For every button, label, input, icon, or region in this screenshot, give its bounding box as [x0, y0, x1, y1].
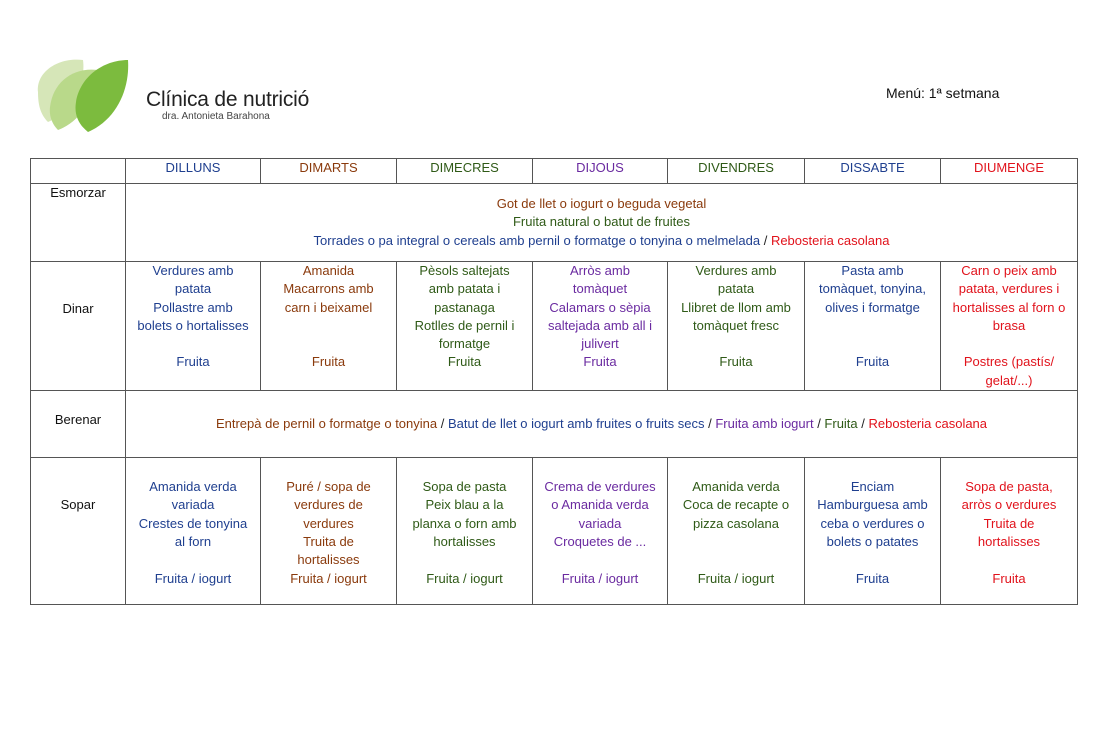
esmorzar-row [31, 184, 1078, 262]
meal-line: Verdures amb [695, 263, 777, 278]
meal-line: Fruita [447, 354, 482, 370]
meal-line: Fruita / iogurt [154, 570, 232, 586]
meal-line: bolets o patates [826, 533, 919, 549]
sopar-cell-dijous [533, 458, 668, 605]
meal-line: Fruita [583, 354, 617, 370]
separator: / [704, 415, 716, 431]
row-label-dinar: Dinar [31, 262, 126, 391]
meal-line: Pollastre amb [153, 299, 233, 315]
meal-line: Fruita [176, 354, 210, 370]
meal-line: bolets o hortalisses [137, 317, 249, 333]
dinar-cell-dimecres [397, 262, 533, 391]
blank-line [126, 551, 260, 569]
meal-line: formatge [438, 336, 491, 352]
meal-line: Pasta amb [841, 263, 904, 278]
meal-line: Enciam [850, 479, 895, 495]
meal-line: Fruita / iogurt [290, 570, 367, 586]
blank-line [261, 317, 396, 335]
esmorzar-line-3 [126, 232, 1077, 250]
meal-line: Fruita / iogurt [697, 570, 775, 586]
meal-line: patata [174, 281, 212, 297]
days-header-row [31, 159, 1078, 184]
dinar-cell-diumenge [941, 262, 1078, 391]
day-header-dimecres: DIMECRES [397, 159, 533, 184]
day-header-divendres: DIVENDRES [668, 159, 805, 184]
blank-line [261, 335, 396, 353]
blank-line [805, 335, 940, 353]
day-header-dilluns: DILLUNS [126, 159, 261, 184]
meal-line: variada [578, 515, 622, 531]
day-header-diumenge: DIUMENGE [941, 159, 1078, 184]
weekly-menu-table [30, 158, 1078, 605]
dinar-cell-divendres [668, 262, 805, 391]
meal-line: Truita de [303, 533, 354, 549]
row-label-berenar: Berenar [31, 391, 126, 458]
esmorzar-cell [126, 184, 1078, 262]
sopar-cell-dimarts [261, 458, 397, 605]
meal-line: tomàquet [572, 281, 628, 297]
meal-line: Fruita / iogurt [426, 570, 503, 586]
meal-line: arròs o verdures [961, 497, 1057, 513]
meal-line: hortalisses al forn o [952, 299, 1066, 315]
meal-line: hortalisses [297, 552, 360, 568]
row-label-sopar: Sopar [31, 458, 126, 605]
meal-line: Llibret de llom amb [681, 299, 791, 315]
meal-line: Verdures amb [152, 263, 234, 278]
meal-line: carn i beixamel [284, 299, 373, 315]
berenar-part-2: Batut de llet o iogurt amb fruites o fruits secs [447, 415, 705, 431]
meal-line: Fruita / iogurt [561, 570, 639, 586]
blank-line [126, 335, 260, 353]
meal-line: Coca de recapte o [682, 497, 790, 513]
meal-line: Sopa de pasta, [965, 479, 1053, 495]
meal-line: Pèsols saltejats [419, 263, 510, 278]
meal-line: patata, verdures i [958, 281, 1060, 297]
meal-line: pastanaga [434, 299, 495, 315]
meal-line: Amanida verda [692, 479, 780, 495]
blank-line [941, 551, 1077, 569]
meal-line: hortalisses [433, 533, 496, 549]
meal-line: Truita de [983, 515, 1035, 531]
meal-line: Sopa de pasta [422, 479, 507, 495]
meal-line: patata [717, 281, 755, 297]
blank-line [805, 317, 940, 335]
dinar-cell-dijous [533, 262, 668, 391]
meal-line: pizza casolana [693, 515, 779, 531]
separator: / [760, 232, 771, 248]
esmorzar-line-3-main: Torrades o pa integral o cereals amb pernil o formatge o tonyina o melmelada [313, 232, 761, 248]
meal-line: tomàquet, tonyina, [819, 281, 926, 297]
meal-line: Macarrons amb [283, 281, 374, 297]
meal-line: hortalisses [977, 533, 1041, 549]
doctor-name: dra. Antonieta Barahona [162, 111, 270, 122]
separator: / [437, 415, 448, 431]
separator: / [857, 415, 869, 431]
meal-line: al forn [174, 533, 212, 549]
meal-line: olives i formatge [825, 299, 920, 315]
day-header-dimarts: DIMARTS [261, 159, 397, 184]
berenar-part-1: Entrepà de pernil o formatge o tonyina [215, 415, 438, 431]
meal-line: verdures de [294, 497, 363, 513]
sopar-cell-divendres [668, 458, 805, 605]
meal-line: variada [171, 497, 215, 513]
meal-line: amb patata i [428, 281, 501, 297]
meal-line: gelat/...) [985, 372, 1033, 388]
berenar-part-5: Rebosteria casolana [868, 415, 988, 431]
sopar-row [31, 458, 1078, 605]
meal-line: Crema de verdures [544, 479, 656, 495]
meal-line: Rotlles de pernil i [414, 317, 515, 333]
meal-line: Crestes de tonyina [138, 515, 248, 531]
blank-line [668, 335, 804, 353]
meal-line: Carn o peix amb [961, 263, 1057, 278]
leaf-logo-icon [28, 52, 138, 142]
day-header-dijous: DIJOUS [533, 159, 668, 184]
meal-line: Calamars o sèpia [549, 299, 651, 315]
separator: / [813, 415, 825, 431]
meal-line: o Amanida verda [551, 497, 649, 513]
dinar-cell-dilluns [126, 262, 261, 391]
corner-cell [31, 159, 126, 184]
blank-line [533, 551, 667, 569]
berenar-cell [126, 391, 1078, 458]
sopar-cell-dilluns [126, 458, 261, 605]
day-header-dissabte: DISSABTE [805, 159, 941, 184]
meal-line: Fruita [855, 570, 890, 586]
meal-line: Postres (pastís/ [963, 354, 1055, 370]
blank-line [668, 551, 804, 569]
meal-line: Fruita [992, 570, 1026, 586]
dinar-row [31, 262, 1078, 391]
blank-line [805, 551, 940, 569]
berenar-row [31, 391, 1078, 458]
esmorzar-line-1: Got de llet o iogurt o beguda vegetal [496, 196, 707, 212]
meal-line: brasa [992, 317, 1026, 333]
esmorzar-line-3-rebosteria: Rebosteria casolana [770, 232, 890, 248]
meal-line: Fruita [855, 354, 890, 370]
meal-line: Amanida [302, 263, 355, 278]
meal-line: Arròs amb [570, 263, 630, 278]
meal-line: julivert [581, 336, 619, 352]
meal-line: saltejada amb all i [547, 317, 653, 333]
blank-line [397, 551, 532, 569]
menu-week-label: Menú: 1ª setmana [886, 85, 1000, 101]
meal-line: Peix blau a la [425, 497, 504, 513]
berenar-part-4: Fruita [824, 415, 858, 431]
sopar-cell-diumenge [941, 458, 1078, 605]
blank-line [941, 335, 1077, 353]
meal-line: Puré / sopa de [286, 479, 371, 495]
meal-line: verdures [303, 515, 354, 531]
meal-line: ceba o verdures o [820, 515, 925, 531]
dinar-cell-dimarts [261, 262, 397, 391]
sopar-cell-dimecres [397, 458, 533, 605]
meal-line: Fruita [311, 354, 346, 370]
meal-line: Hamburguesa amb [817, 497, 928, 513]
meal-line: planxa o forn amb [412, 515, 517, 531]
meal-line: Amanida verda [149, 479, 237, 495]
row-label-esmorzar: Esmorzar [31, 184, 126, 262]
clinic-name: Clínica de nutrició [146, 88, 310, 111]
meal-line: tomàquet fresc [693, 317, 779, 333]
sopar-cell-dissabte [805, 458, 941, 605]
esmorzar-line-2: Fruita natural o batut de fruites [512, 214, 691, 230]
meal-line: Croquetes de ... [553, 533, 647, 549]
blank-line [668, 533, 804, 551]
berenar-part-3: Fruita amb iogurt [715, 415, 814, 431]
meal-line: Fruita [719, 354, 753, 370]
dinar-cell-dissabte [805, 262, 941, 391]
